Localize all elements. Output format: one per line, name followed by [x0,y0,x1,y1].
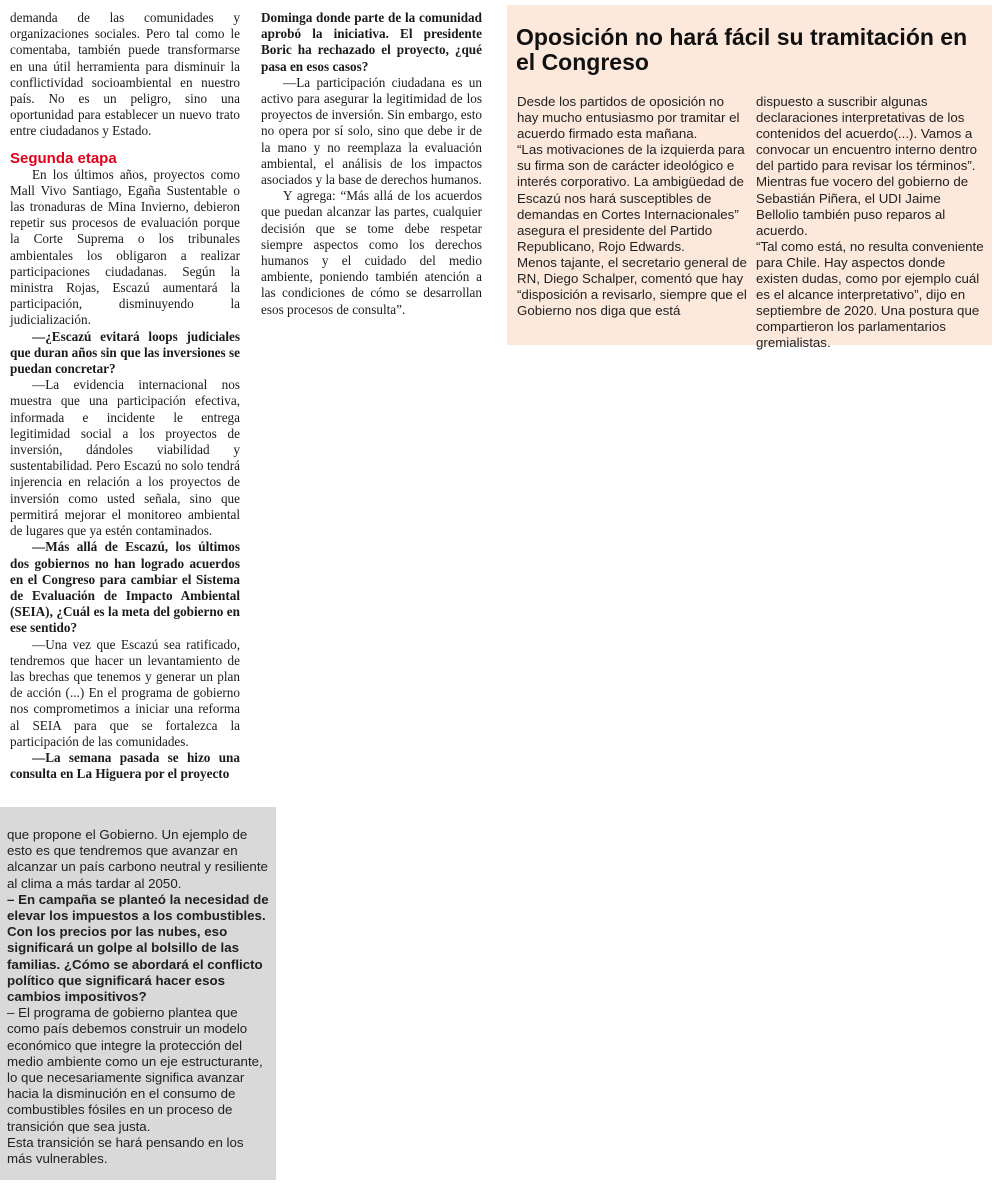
interview-question-continued: Dominga donde parte de la comunidad aprobó la iniciativa. El presidente Boric ha rechazado el proyecto, ¿qué pasa en esos casos? [261,10,482,74]
interview-answer: – El programa de gobierno plantea que como país debemos construir un modelo económico que integre la protección del medio ambiente como un eje estructurante, lo que necesariamente significa avanzar hacia la disminución en el consumo de combustibles fósiles en un proceso de transición que sea justa. [7,1005,263,1134]
gray-box-text [7,827,269,1167]
paragraph: dispuesto a suscribir algunas declaraciones interpretativas de los contenidos del acuerdo(...). Vamos a convocar un encuentro interno dentro del partido para revisar los términos”. [756,94,978,174]
sidebar-box [507,5,992,351]
paragraph: Desde los partidos de oposición no hay mucho entusiasmo por tramitar el acuerdo firmado esta mañana. [517,94,740,142]
article-column-1 [10,10,240,782]
gray-continuation-box [0,807,276,1180]
sidebar-column-right [756,94,986,352]
paragraph: Y agrega: “Más allá de los acuerdos que puedan alcanzar las partes, cualquier decisión que se tome debe respetar siempre aspectos como los derechos humanos y el cuidado del medio ambiente, poniendo también atención a las condiciones de cómo se desarrollan esos procesos de consulta”. [261,188,482,317]
paragraph: En los últimos años, proyectos como Mall Vivo Santiago, Egaña Sustentable o las tronaduras de Mina Invierno, debieron repetir sus procesos de evaluación porque la Corte Suprema o los tribunales ambientales los obligaron a realizar participaciones ciudadanas. Según la ministra Rojas, Escazú aumentará la participación, disminuyendo la judicialización. [10,166,240,328]
paragraph: Mientras fue vocero del gobierno de Sebastián Piñera, el UDI Jaime Bellolio también puso reparos al acuerdo. [756,174,969,238]
interview-question: —Más allá de Escazú, los últimos dos gobiernos no han logrado acuerdos en el Congreso para cambiar el Sistema de Evaluación de Impacto Ambiental (SEIA), ¿Cuál es la meta del gobierno en ese sentido? [10,539,240,636]
interview-answer: —La evidencia internacional nos muestra que una participación efectiva, informada e incidente le entrega legitimidad social a los proyectos de inversión, dándoles viabilidad y sustentabilidad. Pero Escazú no solo tendrá injerencia en relación a los proyectos de inversión como usted señala, sino que permitirá mejorar el monitoreo ambiental de lugares que ya estén contaminados. [10,377,240,539]
sidebar-column-left [517,94,749,319]
paragraph: que propone el Gobierno. Un ejemplo de esto es que tendremos que avanzar en alcanzar un país carbono neutral y resiliente al clima a más tardar al 2050. [7,827,268,891]
paragraph: Esta transición se hará pensando en los más vulnerables. [7,1134,244,1167]
interview-question: – En campaña se planteó la necesidad de elevar los impuestos a los combustibles. Con los precios por las nubes, eso significará un golpe al bolsillo de las familias. ¿Cómo se abordará el conflicto político que significará hacer esos cambios impositivos? [7,891,269,1005]
interview-question: —La semana pasada se hizo una consulta en La Higuera por el proyecto [10,749,240,782]
paragraph: “Tal como está, no resulta conveniente para Chile. Hay aspectos donde existen dudas, como por ejemplo cuál es el alcance interpretativo”, dijo en septiembre de 2020. Una postura que compartieron los parlamentarios gremialistas. [756,238,984,351]
section-heading: Segunda etapa [10,149,117,167]
sidebar-title: Oposición no hará fácil su tramitación en el Congreso [516,24,968,75]
paragraph: “Las motivaciones de la izquierda para su firma son de carácter ideológico e interés corporativo. La ambigüedad de Escazú nos hará susceptibles de demandas en Cortes Internacionales” asegura el presidente del Partido Republicano, Rojo Edwards. [517,142,745,254]
paragraph: demanda de las comunidades y organizaciones sociales. Pero tal como le comentaba, también puede transformarse en una útil herramienta para disminuir la conflictividad socioambiental en nuestro país. No es un peligro, sino una oportunidad para establecer un nuevo trato entre ciudadanos y Estado. [10,10,240,139]
interview-answer: —La participación ciudadana es un activo para asegurar la legitimidad de los proyectos de inversión. Sin embargo, esto no opera por sí solo, sino que debe ir de la mano y no reemplaza la evaluación ambiental, el análisis de los impactos asociados y la base de derechos humanos. [261,74,482,188]
interview-answer: —Una vez que Escazú sea ratificado, tendremos que hacer un levantamiento de las brechas que tenemos y generar un plan de acción (...) En el programa de gobierno nos comprometimos a iniciar una reforma al SEIA para que se fortalezca la participación de las comunidades. [10,636,240,749]
article-column-2 [261,10,482,318]
interview-question: —¿Escazú evitará loops judiciales que duran años sin que las inversiones se puedan concretar? [10,328,240,377]
paragraph: Menos tajante, el secretario general de RN, Diego Schalper, comentó que hay “disposición a revisarlo, siempre que el Gobierno nos diga que está [517,254,747,319]
